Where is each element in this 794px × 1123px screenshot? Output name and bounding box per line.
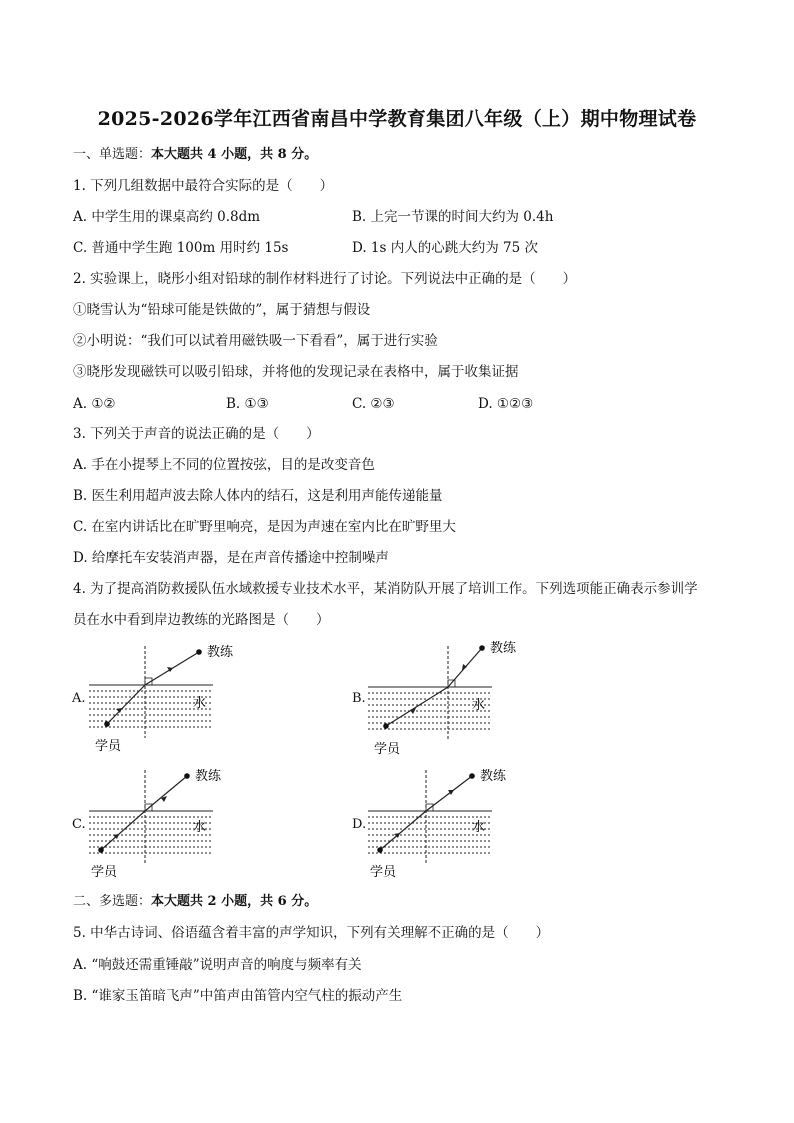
student-dot — [98, 847, 104, 853]
question-2-option-b: B. ①③ — [226, 396, 269, 412]
question-4-stem-line-2: 员在水中看到岸边教练的光路图是（ ） — [73, 612, 330, 628]
light-path-diagram-c — [85, 764, 255, 882]
option-c-label: C. — [72, 817, 86, 832]
question-1-option-d: D. 1s 内人的心跳大约为 75 次 — [352, 240, 538, 256]
question-3-option-a: A. 手在小提琴上不同的位置按弦，目的是改变音色 — [73, 457, 375, 473]
light-path-diagram-b — [364, 636, 534, 758]
light-path-diagram-d — [364, 764, 534, 882]
option-d-label: D. — [352, 817, 367, 832]
question-3-option-b: B. 医生利用超声波去除人体内的结石，这是利用声能传递能量 — [73, 488, 443, 504]
question-1-option-b: B. 上完一节课的时间大约为 0.4h — [352, 209, 554, 225]
coach-dot — [469, 773, 475, 779]
student-dot — [383, 723, 389, 729]
student-label: 学员 — [91, 865, 118, 880]
coach-dot — [184, 773, 190, 779]
student-dot — [104, 721, 110, 727]
question-2-option-d: D. ①②③ — [478, 396, 534, 412]
coach-label: 教练 — [207, 645, 234, 660]
student-label: 学员 — [95, 739, 122, 754]
question-5-stem: 5. 中华古诗词、俗语蕴含着丰富的声学知识，下列有关理解不正确的是（ ） — [73, 925, 550, 941]
question-2-option-a: A. ①② — [73, 396, 116, 412]
question-2-statement-3: ③晓彤发现磁铁可以吸引铅球，并将他的发现记录在表格中，属于收集证据 — [73, 364, 519, 380]
question-2-option-c: C. ②③ — [352, 396, 395, 412]
student-label: 学员 — [374, 742, 401, 757]
water-label: 水 — [472, 698, 486, 713]
section-heading-multiple-choice — [73, 893, 317, 911]
coach-dot — [479, 645, 485, 651]
question-2-statement-1: ①晓雪认为“铅球可能是铁做的”，属于猜想与假设 — [73, 302, 371, 318]
incident-ray — [426, 776, 472, 811]
question-3-stem: 3. 下列关于声音的说法正确的是（ ） — [73, 426, 320, 442]
question-4-stem-line-1: 4. 为了提高消防救援队伍水域救援专业技术水平，某消防队开展了培训工作。下列选项能正确表示参训学 — [73, 581, 698, 597]
section-heading-single-choice — [73, 146, 317, 164]
student-label: 学员 — [370, 865, 397, 880]
question-3-option-d: D. 给摩托车安装消声器，是在声音传播途中控制噪声 — [73, 550, 389, 566]
water-label: 水 — [193, 820, 207, 835]
section-detail: 本大题共 4 小题，共 8 分。 — [151, 147, 318, 162]
question-2-statement-2: ②小明说：“我们可以试着用磁铁吸一下看看”，属于进行实验 — [73, 333, 438, 349]
section-detail: 本大题共 2 小题，共 6 分。 — [151, 894, 318, 909]
water-label: 水 — [193, 696, 207, 711]
section-prefix: 一、单选题： — [73, 147, 152, 162]
question-3-option-c: C. 在室内讲话比在旷野里响亮，是因为声速在室内比在旷野里大 — [73, 519, 456, 535]
option-b-label: B. — [352, 691, 366, 706]
question-5-option-a: A. “响鼓还需重锤敲”说明声音的响度与频率有关 — [73, 957, 362, 973]
option-a-label: A. — [72, 691, 86, 706]
coach-label: 教练 — [490, 641, 517, 656]
coach-label: 教练 — [480, 769, 507, 784]
water-label: 水 — [472, 820, 486, 835]
question-1-stem: 1. 下列几组数据中最符合实际的是（ ） — [73, 178, 334, 194]
light-path-diagram-a — [85, 638, 255, 756]
incident-ray — [145, 776, 187, 811]
refracted-ray — [380, 811, 426, 850]
question-1-option-a: A. 中学生用的课桌高约 0.8dm — [73, 209, 261, 225]
student-dot — [377, 847, 383, 853]
question-2-stem: 2. 实验课上，晓彤小组对铅球的制作材料进行了讨论。下列说法中正确的是（ ） — [73, 271, 577, 287]
page-title: 2025-2026学年江西省南昌中学教育集团八年级（上）期中物理试卷 — [97, 108, 697, 130]
question-5-option-b: B. “谁家玉笛暗飞声”中笛声由笛管内空气柱的振动产生 — [73, 988, 403, 1004]
arrow-mark — [462, 664, 467, 670]
question-1-option-c: C. 普通中学生跑 100m 用时约 15s — [73, 240, 289, 256]
coach-dot — [196, 649, 202, 655]
section-prefix: 二、多选题： — [73, 894, 152, 909]
coach-label: 教练 — [195, 769, 222, 784]
